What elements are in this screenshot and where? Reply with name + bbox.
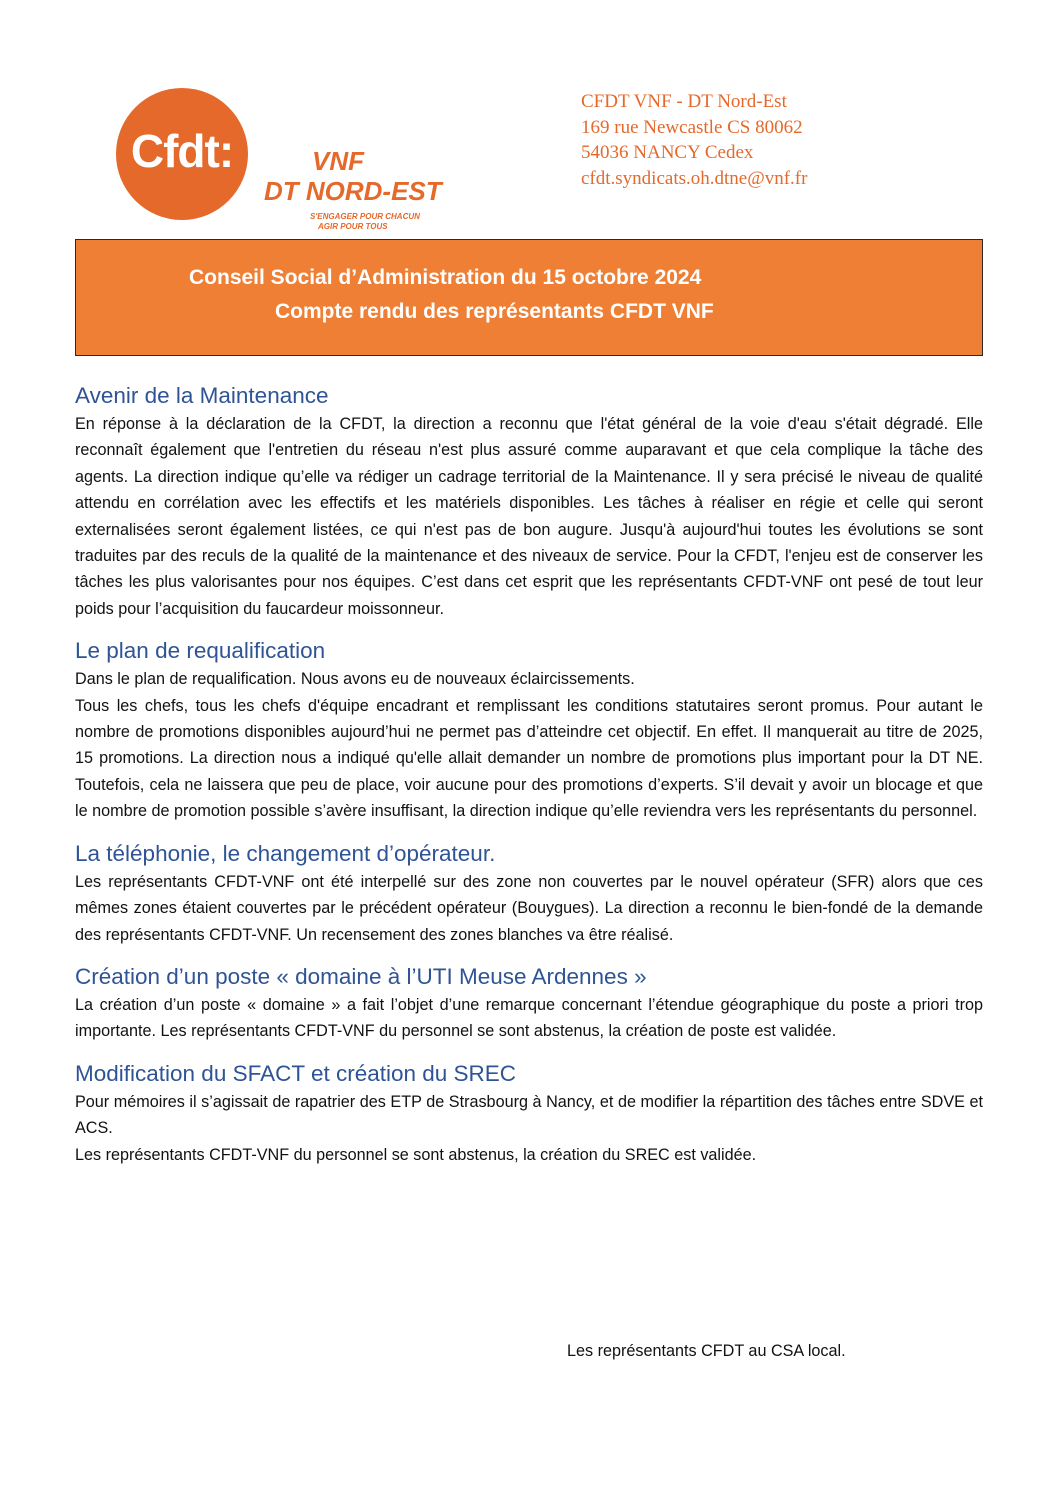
section-heading: Modification du SFACT et création du SREC (75, 1060, 517, 1086)
section-poste-domaine (75, 962, 983, 1045)
banner-title: Conseil Social d’Administration du 15 octobre 2024 (189, 266, 702, 289)
address-email: cfdt.syndicats.oh.dtne@vnf.fr (581, 167, 808, 189)
paragraph: La création d’un poste « domaine » a fait l’objet d’une remarque concernant l’étendue géographique du poste a priori trop importante. Les représentants CFDT-VNF du personnel se sont abstenus, la création de poste est validée. (75, 995, 983, 1041)
paragraph: En réponse à la déclaration de la CFDT, la direction a reconnu que l'état général de la voie d'eau s'était dégradé. Elle reconnaît également que l'entretien du réseau n'est plus assuré comme auparavant et que cela complique la tâche des agents. La direction indique qu’elle va rédiger un cadrage territorial de la Maintenance. Il y sera précisé le niveau de qualité attendu en corrélation avec les effectifs et les matériels disponibles. Les tâches à réaliser en régie et celle qui seront externalisées seront également listées, ce qui n'est pas de bon augure. Jusqu'à aujourd'hui toutes les évolutions se sont traduites par des reculs de la qualité de la maintenance et des niveaux de service. Pour la CFDT, l'enjeu est de conserver les tâches les plus valorisantes pour nos équipes. C’est dans cet esprit que les représentants CFDT-VNF ont pesé de tout leur poids pour l’acquisition du faucardeur moissonneur. (75, 415, 983, 618)
paragraph: Pour mémoires il s’agissait de rapatrier des ETP de Strasbourg à Nancy, et de modifier la répartition des tâches entre SDVE et ACS. (75, 1092, 983, 1138)
document-body (75, 381, 983, 1182)
section-telephonie (75, 839, 983, 948)
section-maintenance (75, 381, 983, 622)
section-heading: Le plan de requalification (75, 638, 326, 664)
logo-dt-nord-est-text: DT NORD-EST (264, 176, 442, 206)
section-heading: La téléphonie, le changement d’opérateur. (75, 840, 496, 866)
paragraph: Tous les chefs, tous les chefs d'équipe encadrant et remplissant les conditions statutaires seront promus. Pour autant le nombre de promotions disponibles aujourd’hui ne permet pas d’atteindre cet objectif. En effet. Il manquerait au titre de 2025, 15 promotions. La direction nous a indiqué qu'elle allait demander un nombre de promotions plus important pour la DT NE. Toutefois, cela ne laissera que peu de place, voir aucune pour des promotions d’experts. S’il devait y avoir un blocage et que le nombre de promotion possible s’avère insuffisant, la direction indique qu’elle reviendra vers les représentants du personnel. (75, 696, 983, 821)
sender-address (581, 89, 807, 191)
address-line-2: 169 rue Newcastle CS 80062 (581, 116, 803, 138)
logo-vnf-text: VNF (312, 146, 364, 176)
section-heading: Création d’un poste « domaine à l’UTI Meuse Ardennes » (75, 963, 647, 989)
paragraph: Dans le plan de requalification. Nous avons eu de nouveaux éclaircissements. (75, 670, 635, 689)
section-requalification (75, 636, 983, 824)
logo-tagline-2: AGIR POUR TOUS (318, 222, 388, 231)
address-line-3: 54036 NANCY Cedex (581, 142, 754, 163)
paragraph: Les représentants CFDT-VNF du personnel se sont abstenus, la création du SREC est validée. (75, 1145, 757, 1164)
signature: Les représentants CFDT au CSA local. (567, 1342, 846, 1360)
section-heading: Avenir de la Maintenance (75, 383, 329, 408)
title-banner (75, 239, 983, 356)
cfdt-logo (116, 88, 248, 220)
paragraph: Les représentants CFDT-VNF ont été interpellé sur des zone non couvertes par le nouvel opérateur (SFR) alors que ces mêmes zones étaient couvertes par le précédent opérateur (Bouygues). La direction a reconnu le bien-fondé de la demande des représentants CFDT-VNF. Un recensement des zones blanches va être réalisé. (75, 872, 983, 944)
logo-tagline-1: S'ENGAGER POUR CHACUN (310, 212, 420, 221)
section-sfact-srec (75, 1059, 983, 1168)
banner-subtitle: Compte rendu des représentants CFDT VNF (275, 300, 714, 323)
cfdt-logo-text: Cfdt: (130, 125, 234, 177)
address-line-1: CFDT VNF - DT Nord-Est (581, 91, 787, 112)
